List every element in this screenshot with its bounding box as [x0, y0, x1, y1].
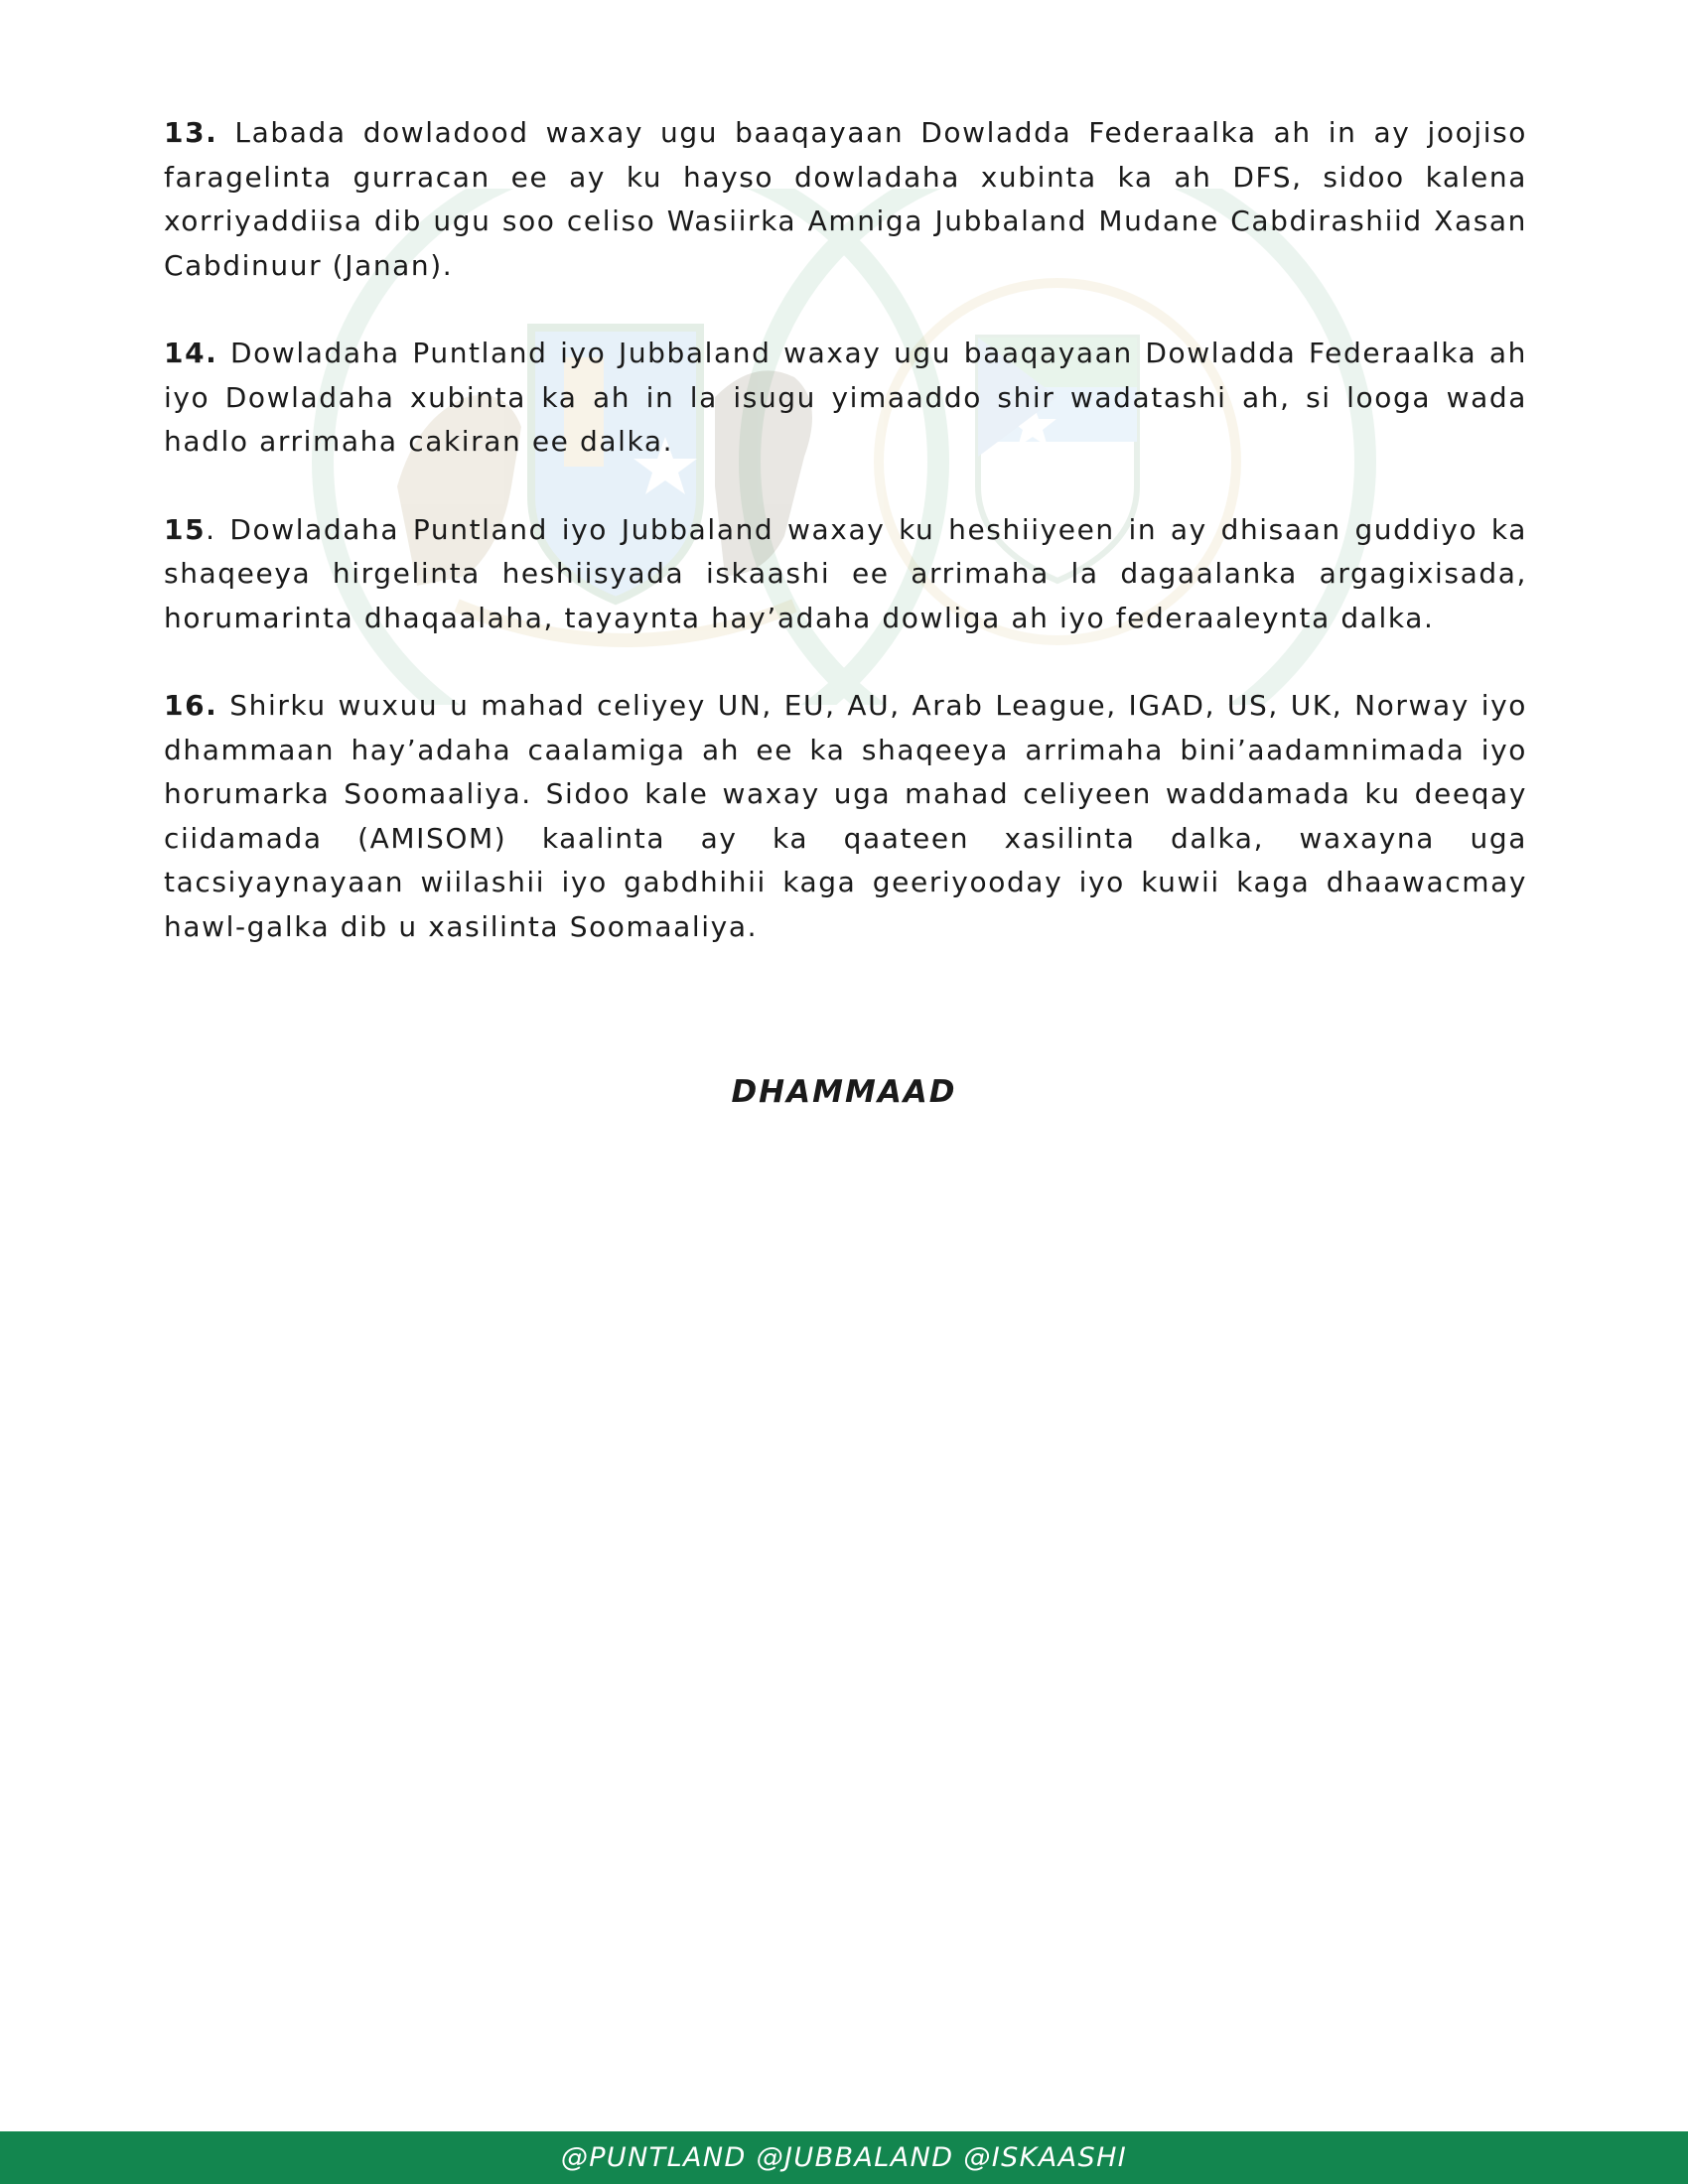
paragraph-text: Labada dowladood waxay ugu baaqayaan Dowladda Federaalka ah in ay joojiso faragelinta gurracan ee ay ku hayso dowladaha xubinta ka ah DFS, sidoo kalena xorriyaddiisa dib ugu soo celiso Wasiirka Amniga Jubbaland Mudane Cabdirashiid Xasan Cabdinuur (Janan). — [164, 116, 1527, 282]
paragraph-number: 15 — [164, 512, 207, 546]
paragraph-14 — [164, 332, 1527, 465]
paragraph-number: 13. — [164, 116, 218, 149]
paragraph-text: . Dowladaha Puntland iyo Jubbaland waxay ku heshiiyeen in ay dhisaan guddiyo ka shaqeeya hirgelinta heshiisyada iskaashi ee arrimaha la dagaalanka argagixisada, horumarinta dhaqaalaha, tayaynta hay’adaha dowliga ah iyo federaaleynta dalka. — [164, 512, 1527, 634]
paragraph-16 — [164, 684, 1527, 949]
paragraph-text: Shirku wuxuu u mahad celiyey UN, EU, AU, Arab League, IGAD, US, UK, Norway iyo dhammaan hay’adaha caalamiga ah ee ka shaqeeya arrimaha bini’aadamnimada iyo horumarka Soomaaliya. Sidoo kale waxay uga mahad celiyeen waddamada ku deeqay ciidamada (AMISOM) kaalinta ay ka qaateen xasilinta dalka, waxayna uga tacsiyaynayaan wiilashii iyo gabdhihii kaga geeriyooday iyo kuwii kaga dhaawacmay hawl-galka dib u xasilinta Soomaaliya. — [164, 689, 1527, 943]
footer-bar — [0, 2131, 1688, 2184]
paragraph-15 — [164, 508, 1527, 641]
footer-hashtags: @PUNTLAND @JUBBALAND @ISKAASHI — [560, 2142, 1128, 2173]
paragraph-number: 14. — [164, 337, 218, 369]
document-body — [164, 111, 1527, 993]
paragraph-number: 16. — [164, 689, 218, 722]
paragraph-text: Dowladaha Puntland iyo Jubbaland waxay ugu baaqayaan Dowladda Federaalka ah iyo Dowladaha xubinta ka ah in la isugu yimaaddo shir wadatashi ah, si looga wada hadlo arrimaha cakiran ee dalka. — [164, 337, 1527, 458]
closing-heading: DHAMMAAD — [731, 1074, 957, 1110]
paragraph-13 — [164, 111, 1527, 288]
